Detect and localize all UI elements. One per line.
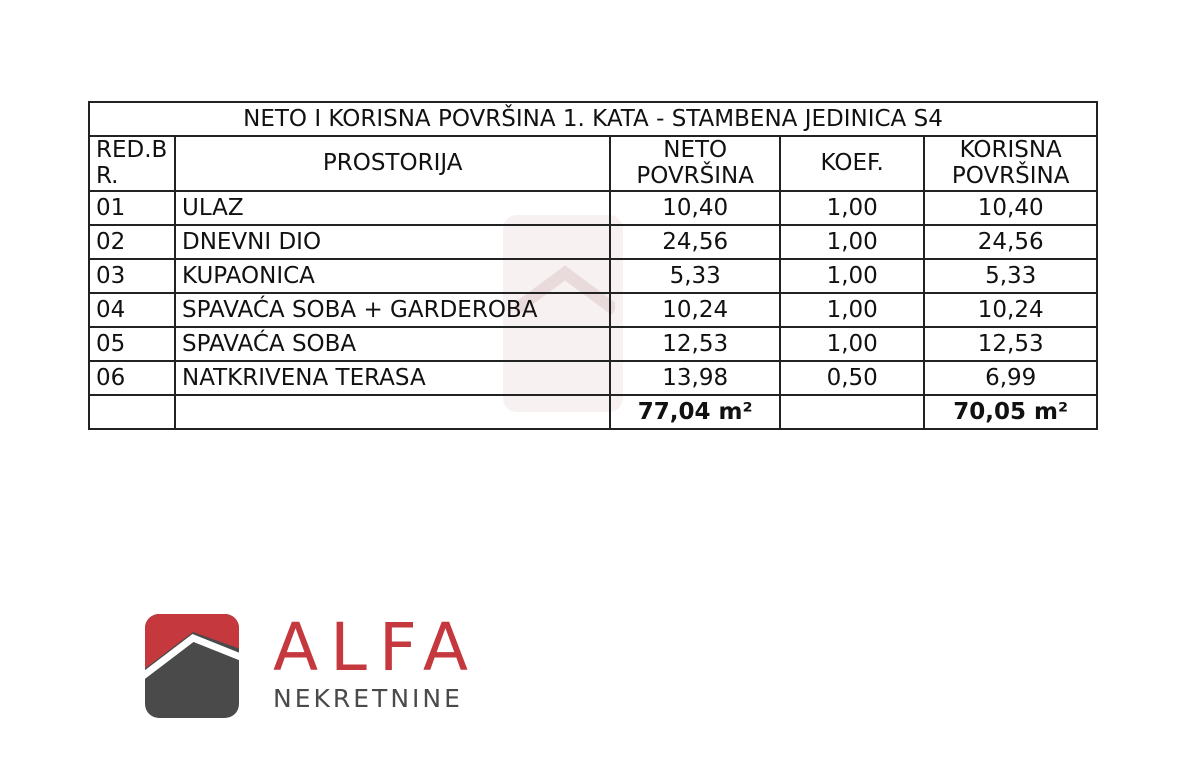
- table-title-row: [89, 102, 1097, 136]
- header-net-area: [610, 136, 780, 191]
- totals-row: [89, 395, 1097, 429]
- usable-area: 10,40: [924, 191, 1097, 225]
- row-number: 01: [89, 191, 175, 225]
- table-row: [89, 327, 1097, 361]
- table-title: NETO I KORISNA POVRŠINA 1. KATA - STAMBENA JEDINICA S4: [89, 102, 1097, 136]
- row-number: 05: [89, 327, 175, 361]
- usable-area: 6,99: [924, 361, 1097, 395]
- coefficient: 1,00: [780, 225, 924, 259]
- totals-empty-cell: [89, 395, 175, 429]
- header-net-line2: POVRŠINA: [636, 163, 754, 190]
- coefficient: 1,00: [780, 191, 924, 225]
- net-area: 13,98: [610, 361, 780, 395]
- coefficient: 1,00: [780, 293, 924, 327]
- usable-area: 24,56: [924, 225, 1097, 259]
- table-row: [89, 361, 1097, 395]
- usable-area: 5,33: [924, 259, 1097, 293]
- brand-wordmark: [273, 609, 480, 713]
- totals-empty-cell: [175, 395, 610, 429]
- net-area: 10,40: [610, 191, 780, 225]
- header-usable-line2: POVRŠINA: [951, 163, 1070, 190]
- header-row-number: [89, 136, 175, 191]
- coefficient: 0,50: [780, 361, 924, 395]
- room-name: KUPAONICA: [175, 259, 610, 293]
- total-net-area: 77,04 m²: [610, 395, 780, 429]
- coefficient: 1,00: [780, 327, 924, 361]
- totals-empty-cell: [780, 395, 924, 429]
- row-number: 06: [89, 361, 175, 395]
- room-name: SPAVAĆA SOBA: [175, 327, 610, 361]
- brand-name: ALFA: [273, 609, 480, 686]
- header-usable-line1: KORISNA: [959, 137, 1062, 163]
- total-usable-area: 70,05 m²: [924, 395, 1097, 429]
- header-row-number-line2: R.: [96, 163, 119, 190]
- coefficient: 1,00: [780, 259, 924, 293]
- net-area: 24,56: [610, 225, 780, 259]
- brand-subtitle: NEKRETNINE: [273, 684, 463, 713]
- header-usable-area: [924, 136, 1097, 191]
- room-name: ULAZ: [175, 191, 610, 225]
- row-number: 02: [89, 225, 175, 259]
- net-area: 12,53: [610, 327, 780, 361]
- table-row: [89, 259, 1097, 293]
- table-row: [89, 225, 1097, 259]
- header-row-number-line1: RED.B: [96, 137, 168, 163]
- room-name: NATKRIVENA TERASA: [175, 361, 610, 395]
- header-room: PROSTORIJA: [175, 136, 610, 191]
- usable-area: 12,53: [924, 327, 1097, 361]
- net-area: 10,24: [610, 293, 780, 327]
- table-row: [89, 191, 1097, 225]
- table-header-row: [89, 136, 1097, 191]
- alfa-house-logo-icon: [143, 612, 243, 722]
- usable-area: 10,24: [924, 293, 1097, 327]
- header-net-line1: NETO: [663, 137, 728, 163]
- room-name: DNEVNI DIO: [175, 225, 610, 259]
- table-row: [89, 293, 1097, 327]
- net-area: 5,33: [610, 259, 780, 293]
- area-table: [88, 101, 1098, 430]
- header-coefficient: KOEF.: [780, 136, 924, 191]
- row-number: 04: [89, 293, 175, 327]
- row-number: 03: [89, 259, 175, 293]
- room-name: SPAVAĆA SOBA + GARDEROBA: [175, 293, 610, 327]
